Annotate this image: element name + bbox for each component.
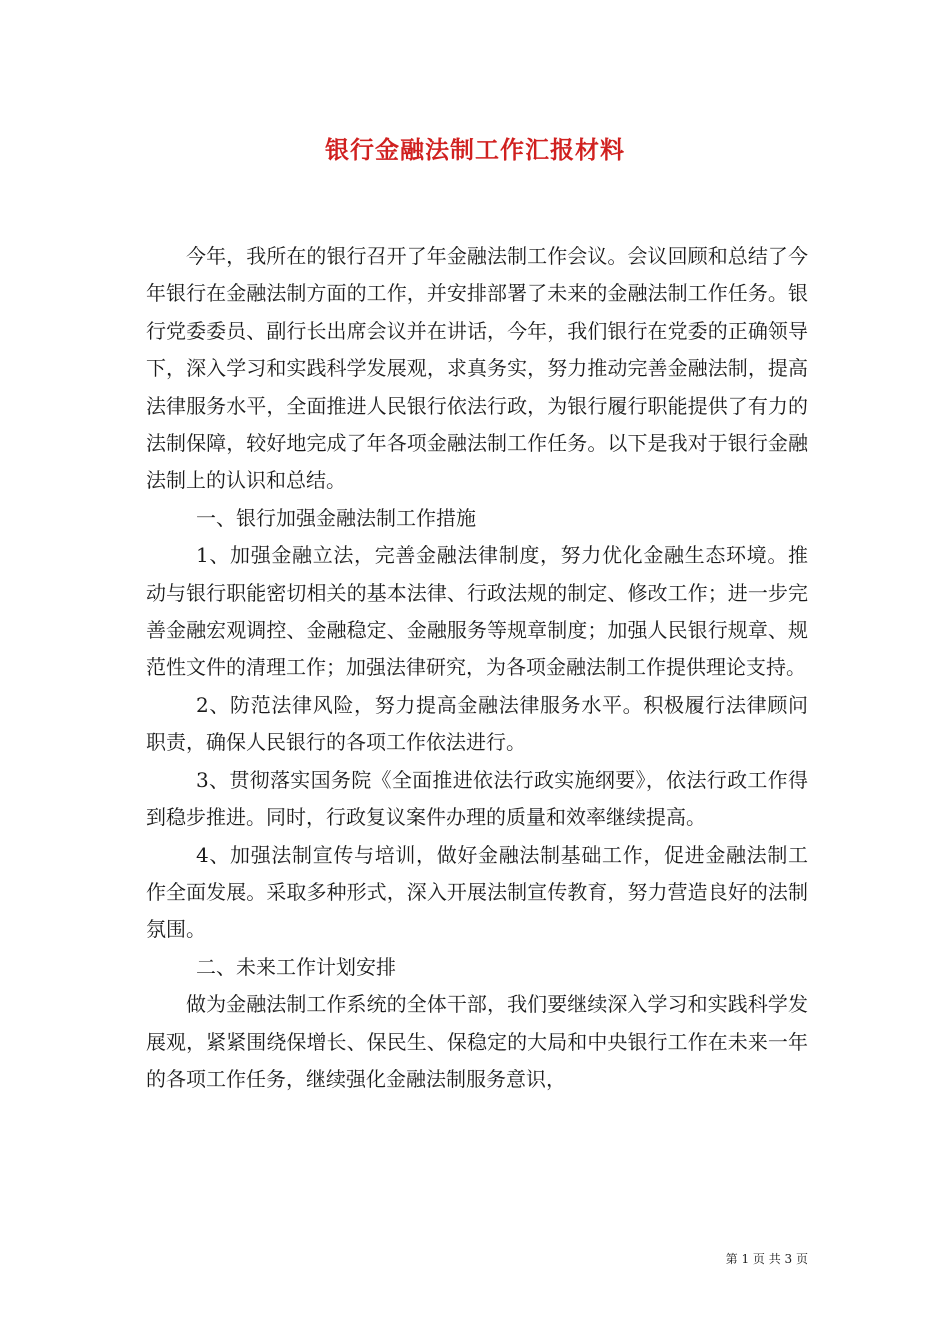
- document-title: 银行金融法制工作汇报材料: [325, 135, 625, 164]
- section-heading-plan: 二、未来工作计划安排: [196, 954, 396, 979]
- measure-item-4: 4、加强法制宣传与培训，做好金融法制基础工作，促进金融法制工作全面发展。采取多种形式，深入开展法制宣传教育，努力营造良好的法制氛围。: [146, 842, 808, 942]
- page-number-footer: 第 1 页 共 3 页: [725, 1252, 808, 1266]
- closing-paragraph: 做为金融法制工作系统的全体干部，我们要继续深入学习和实践科学发展观，紧紧围绕保增长、保民生、保稳定的大局和中央银行工作在未来一年的各项工作任务，继续强化金融法制服务意识，: [146, 992, 808, 1091]
- measure-item-2: 2、防范法律风险，努力提高金融法律服务水平。积极履行法律顾问职责，确保人民银行的各项工作依法进行。: [146, 692, 808, 755]
- document-body: [146, 238, 808, 1098]
- intro-paragraph: 今年，我所在的银行召开了年金融法制工作会议。会议回顾和总结了今年银行在金融法制方面的工作，并安排部署了未来的金融法制工作任务。银行党委委员、副行长出席会议并在讲话，今年，我们银行在党委的正确领导下，深入学习和实践科学发展观，求真务实，努力推动完善金融法制，提高法律服务水平，全面推进人民银行依法行政，为银行履行职能提供了有力的法制保障，较好地完成了年各项金融法制工作任务。以下是我对于银行金融法制上的认识和总结。: [146, 244, 808, 493]
- measure-item-3: 3、贯彻落实国务院《全面推进依法行政实施纲要》，依法行政工作得到稳步推进。同时，行政复议案件办理的质量和效率继续提高。: [146, 767, 808, 830]
- measure-item-1: 1、加强金融立法，完善金融法律制度，努力优化金融生态环境。推动与银行职能密切相关的基本法律、行政法规的制定、修改工作；进一步完善金融宏观调控、金融稳定、金融服务等规章制度；加强人民银行规章、规范性文件的清理工作；加强法律研究，为各项金融法制工作提供理论支持。: [146, 543, 808, 680]
- section-heading-measures: 一、银行加强金融法制工作措施: [196, 505, 476, 530]
